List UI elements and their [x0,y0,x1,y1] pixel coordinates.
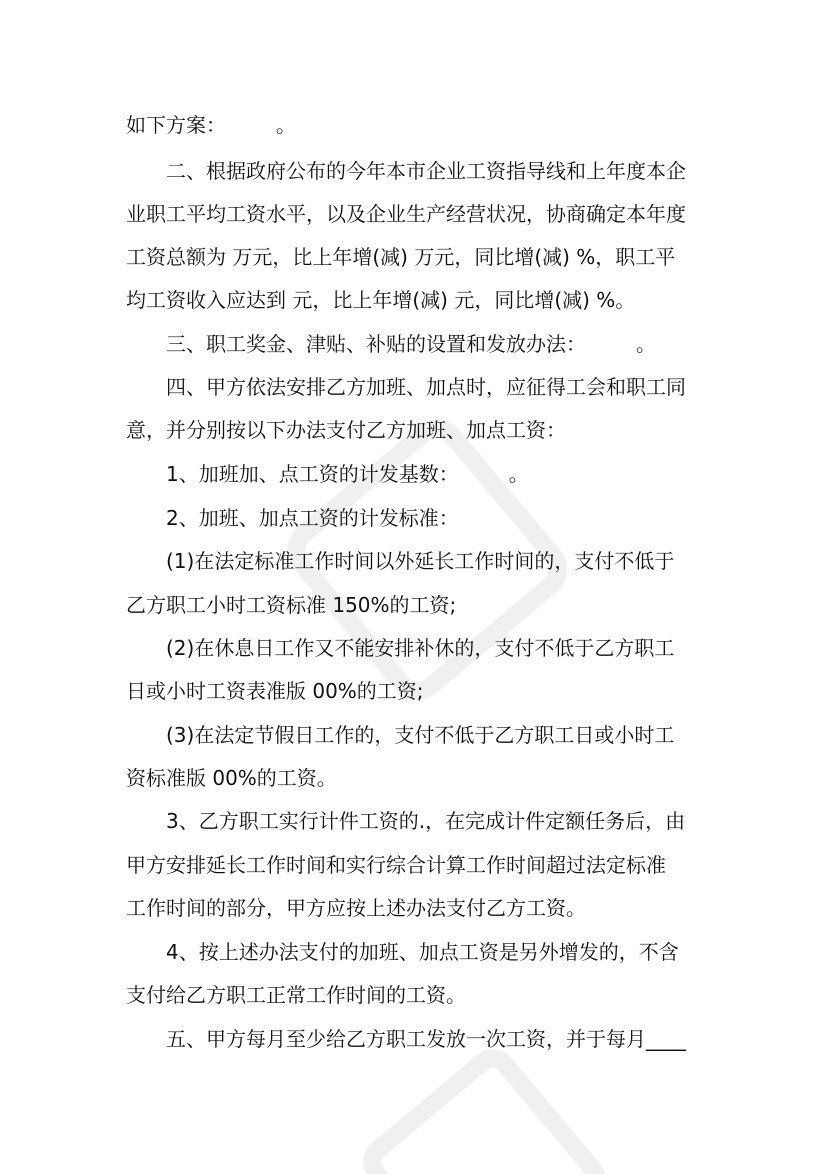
text-line: 四、甲方依法安排乙方加班、加点时，应征得工会和职工同 [166,375,686,399]
text-line: 工资总额为 万元，比上年增(减) 万元，同比增(减) %，职工平 [126,245,676,269]
text-line: 3、乙方职工实行计件工资的.，在完成计件定额任务后，由 [166,809,686,833]
text-line: 日或小时工资表准版 00%的工资; [126,679,424,703]
text-line: (2)在休息日工作又不能安排补休的，支付不低于乙方职工 [166,636,675,660]
text-line: 工作时间的部分，甲方应按上述办法支付乙方工资。 [126,896,586,920]
text-line: 意，并分别按以下办法支付乙方加班、加点工资： [126,418,566,442]
text-line: 资标准版 00%的工资。 [126,766,337,790]
text-line: 甲方安排延长工作时间和实行综合计算工作时间超过法定标准 [126,853,666,877]
text-line: 如下方案： 。 [126,113,296,137]
text-line: 乙方职工小时工资标准 150%的工资; [126,593,457,617]
text-line: 均工资收入应达到 元，比上年增(减) 元，同比增(减) %。 [126,288,636,312]
text-line: 业职工平均工资水平，以及企业生产经营状况，协商确定本年度 [126,202,686,226]
text-line: 三、职工奖金、津贴、补贴的设置和发放办法： 。 [166,332,656,356]
text-line: 1、加班加、点工资的计发基数： 。 [166,462,529,486]
text-line: 2、加班、加点工资的计发标准： [166,506,459,530]
text-line: (3)在法定节假日工作的，支付不低于乙方职工日或小时工 [166,723,675,747]
text-line: 二、根据政府公布的今年本市企业工资指导线和上年度本企 [166,159,686,183]
text-line: 支付给乙方职工正常工作时间的工资。 [126,983,466,1007]
text-line: (1)在法定标准工作时间以外延长工作时间的，支付不低于 [166,549,675,573]
text-line: 五、甲方每月至少给乙方职工发放一次工资，并于每月____ [166,1027,686,1051]
text-line: 4、按上述办法支付的加班、加点工资是另外增发的，不含 [166,940,679,964]
